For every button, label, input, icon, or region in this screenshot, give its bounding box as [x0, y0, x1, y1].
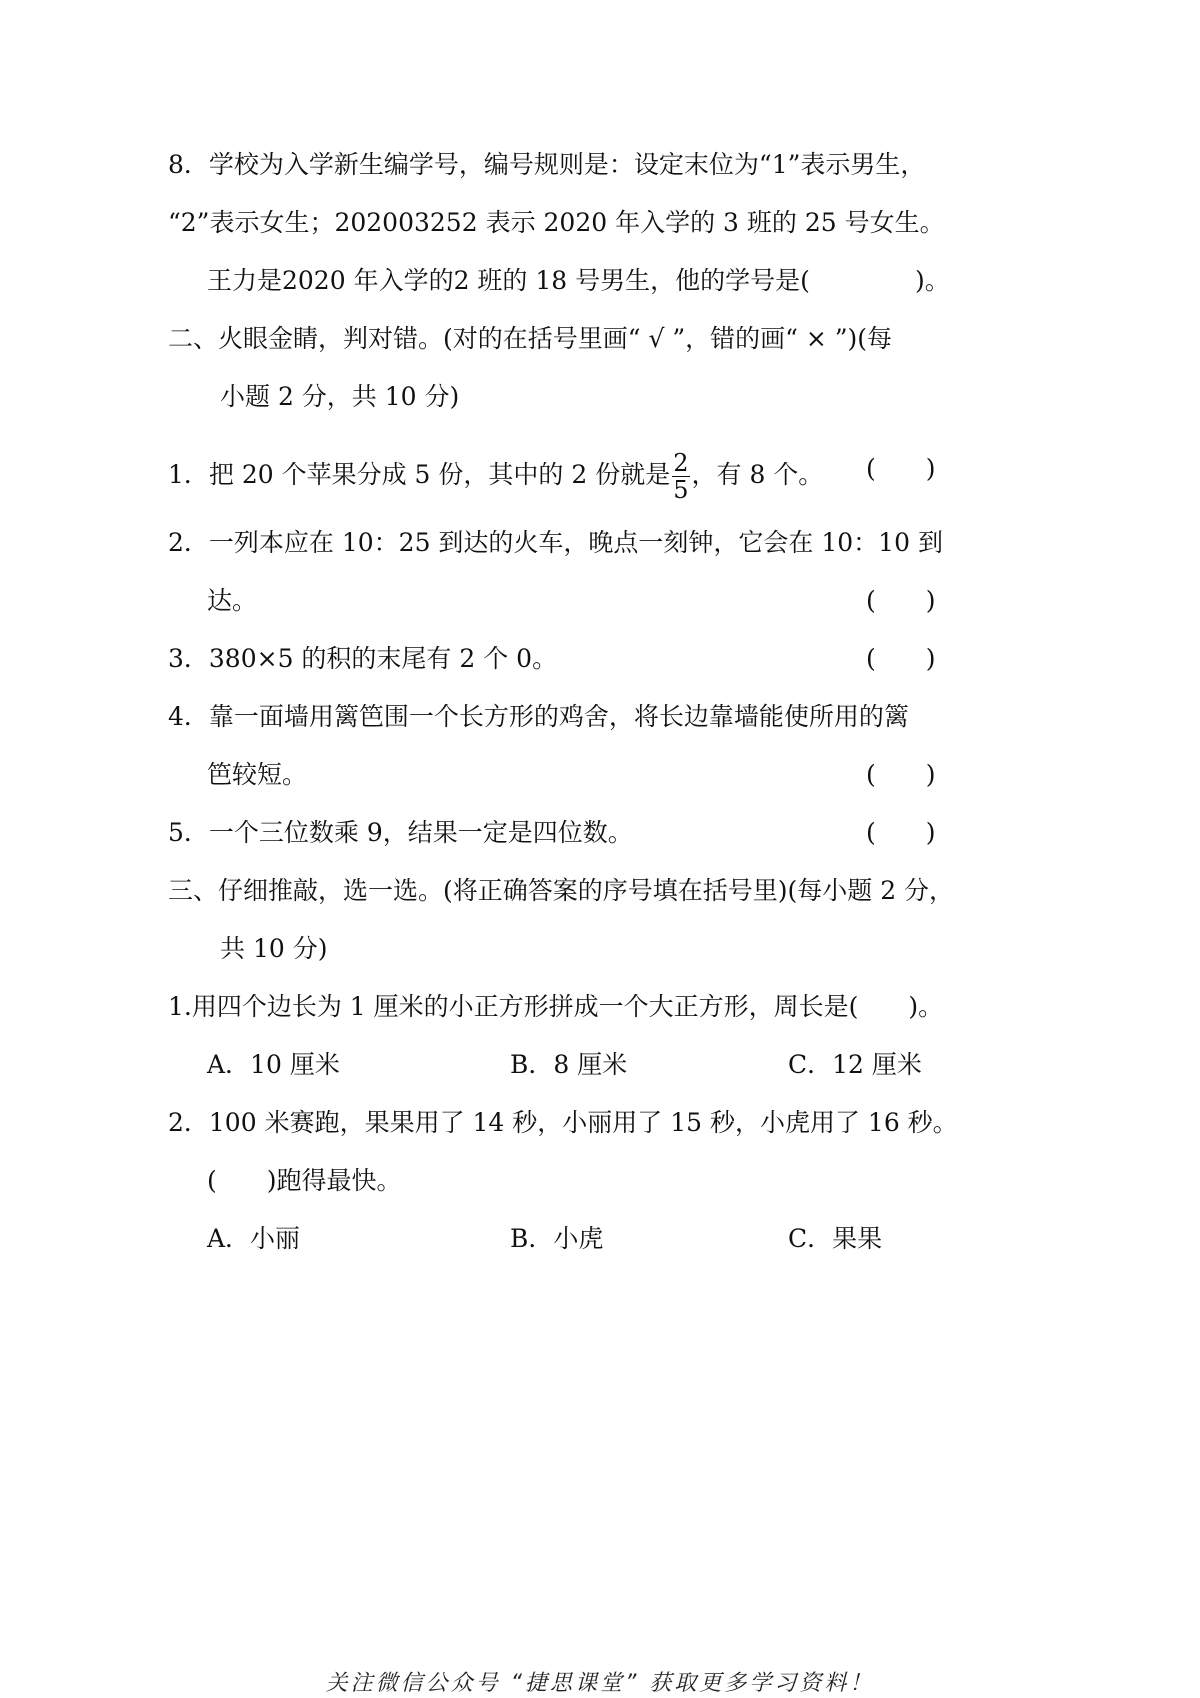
- judge-item-1: [168, 450, 823, 503]
- choice-question-2-line-1: 2．100 米赛跑，果果用了 14 秒，小丽用了 15 秒，小虎用了 16 秒。: [168, 1108, 958, 1137]
- judge-item-1-post: ，有 8 个。: [691, 460, 824, 489]
- q8-answer-paren-close: )。: [915, 266, 950, 295]
- judge-item-3-answer-box[interactable]: ( ): [866, 644, 936, 673]
- judge-item-1-pre: 1．把 20 个苹果分成 5 份，其中的 2 份就是: [168, 460, 671, 489]
- judge-item-4-line-2: 笆较短。: [207, 760, 308, 789]
- choice-q1-option-c[interactable]: C．12 厘米: [788, 1050, 922, 1079]
- choice-q2-option-b[interactable]: B．小虎: [510, 1224, 604, 1253]
- judge-item-4-answer-box[interactable]: ( ): [866, 760, 936, 789]
- choice-q1-option-a[interactable]: A．10 厘米: [207, 1050, 340, 1079]
- judge-item-2-answer-box[interactable]: ( ): [866, 586, 936, 615]
- section3-title-line2: 共 10 分): [220, 934, 328, 963]
- section3-title: 三、仔细推敲，选一选。(将正确答案的序号填在括号里)(每小题 2 分，: [168, 876, 955, 905]
- q8-line-3: 王力是2020 年入学的2 班的 18 号男生，他的学号是(: [207, 266, 810, 295]
- judge-item-1-answer-box[interactable]: ( ): [866, 454, 936, 483]
- section2-title: 二、火眼金睛，判对错。(对的在括号里画“ √ ”，错的画“ × ”)(每: [168, 324, 893, 353]
- q8-line-2: “2”表示女生；202003252 表示 2020 年入学的 3 班的 25 号女生。: [168, 208, 945, 237]
- fraction-denominator: 5: [673, 476, 689, 504]
- choice-q2-option-a[interactable]: A．小丽: [207, 1224, 301, 1253]
- judge-item-4-line-1: 4．靠一面墙用篱笆围一个长方形的鸡舍，将长边靠墙能使所用的篱: [168, 702, 909, 731]
- judge-item-5: 5．一个三位数乘 9，结果一定是四位数。: [168, 818, 633, 847]
- section2-title-line2: 小题 2 分，共 10 分): [220, 382, 460, 411]
- judge-item-3: 3．380×5 的积的末尾有 2 个 0。: [168, 644, 558, 673]
- choice-question-2-line-2: ( )跑得最快。: [207, 1166, 402, 1195]
- fraction: [672, 450, 689, 503]
- choice-question-1: 1.用四个边长为 1 厘米的小正方形拼成一个大正方形，周长是( )。: [168, 992, 944, 1021]
- choice-q2-option-c[interactable]: C．果果: [788, 1224, 883, 1253]
- choice-q1-option-b[interactable]: B．8 厘米: [510, 1050, 628, 1079]
- fraction-numerator: 2: [673, 449, 689, 477]
- judge-item-5-answer-box[interactable]: ( ): [866, 818, 936, 847]
- q8-line-1: 8．学校为入学新生编学号，编号规则是：设定末位为“1”表示男生，: [168, 150, 926, 179]
- judge-item-2-line-2: 达。: [207, 586, 258, 615]
- footer-notice: 关注微信公众号 “捷思课堂” 获取更多学习资料！: [325, 1671, 875, 1696]
- judge-item-2-line-1: 2．一列本应在 10：25 到达的火车，晚点一刻钟，它会在 10：10 到: [168, 528, 943, 557]
